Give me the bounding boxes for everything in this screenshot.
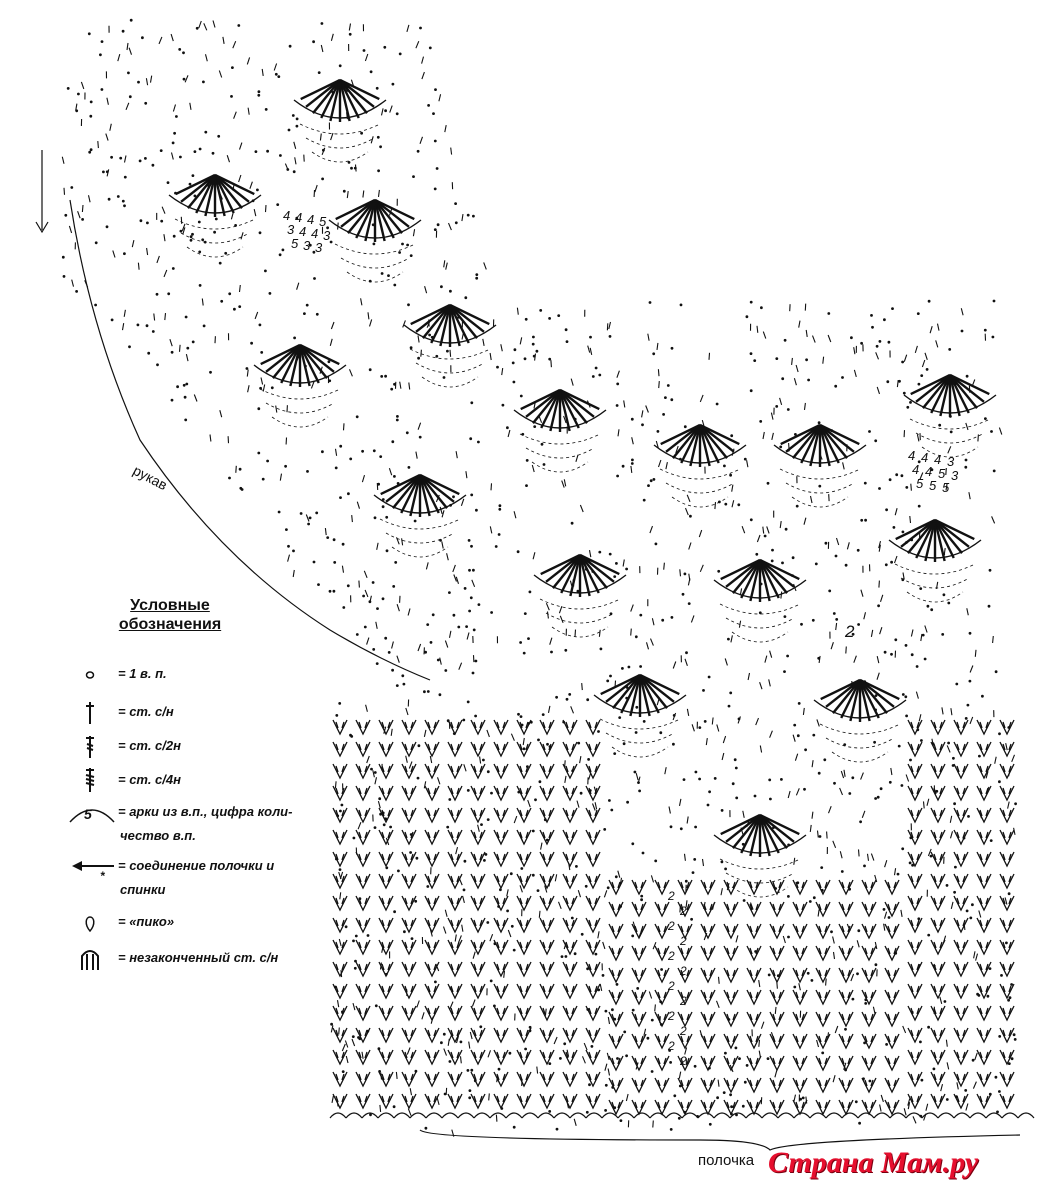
- arch-number: 5: [84, 806, 92, 822]
- row-count-number: 2: [668, 949, 675, 963]
- stitch-column: [632, 880, 646, 1114]
- arch-count-number: 4: [908, 448, 916, 463]
- legend-text: = ст. с/н: [118, 704, 174, 719]
- arch-count-number: 4: [925, 464, 933, 479]
- arch-count-number: 4: [912, 462, 920, 477]
- legend-text: = арки из в.п., цифра коли-: [118, 804, 293, 819]
- legend-text: = ст. с/2н: [118, 738, 181, 753]
- arch-count-number: 4: [921, 450, 929, 465]
- stitch-column: [747, 880, 761, 1114]
- pineapple-fan: [329, 200, 421, 282]
- row-count-number: 2: [668, 1039, 675, 1053]
- chain-stitch-icon: [74, 666, 114, 684]
- pineapple-fan: [294, 80, 386, 162]
- arch-count-number: 5: [929, 478, 937, 493]
- chain-arch-icon: [68, 800, 116, 826]
- legend-text-cont: чество в.п.: [120, 828, 196, 843]
- arch-count-number: 4: [934, 452, 942, 467]
- pineapple-fan: [714, 560, 806, 642]
- legend-text: = «пико»: [118, 914, 175, 929]
- row-count-number: 2: [680, 1054, 687, 1068]
- stitch-column: [770, 880, 784, 1114]
- arch-count-number: 5: [319, 214, 327, 229]
- stitch-column: [977, 720, 991, 1108]
- legend-text: = соединение полочки и: [118, 858, 275, 873]
- row-count-number: 2: [668, 919, 675, 933]
- row-count-number: 2: [680, 994, 687, 1008]
- legend-text-cont: спинки: [120, 882, 166, 897]
- row-count-number: 2: [680, 904, 687, 918]
- stitch-column: [701, 880, 715, 1114]
- legend-title-line1: Условные: [130, 597, 210, 614]
- scalloped-edge: [330, 1113, 1034, 1118]
- stitch-column: [724, 880, 738, 1114]
- row-count-number: 2: [680, 964, 687, 978]
- quad-crochet-icon: [74, 766, 114, 794]
- stitch-column: [448, 720, 462, 1108]
- legend: [60, 596, 340, 965]
- stitch-column: [793, 880, 807, 1114]
- row-count-number: 2: [668, 979, 675, 993]
- arch-count-number: 3: [303, 238, 311, 253]
- row-number-label: 2: [845, 622, 855, 641]
- legend-title-line2: обозначения: [118, 616, 222, 633]
- stitch-column: [1000, 720, 1014, 1108]
- stitch-column: [931, 720, 945, 1108]
- arch-count-number: 3: [951, 468, 959, 483]
- arch-count-number: 5: [916, 476, 924, 491]
- arch-count-number: 3: [315, 240, 323, 255]
- legend-text: = ст. с/4н: [118, 772, 181, 787]
- stitch-column: [609, 880, 623, 1114]
- front-label: полочка: [698, 1152, 755, 1169]
- pineapple-fan: [654, 425, 746, 507]
- stitch-column: [425, 720, 439, 1108]
- row-count-number: 2: [668, 889, 675, 903]
- stitch-column: [908, 720, 922, 1108]
- treble-crochet-icon: [74, 734, 114, 760]
- stitch-column: [540, 720, 554, 1108]
- arch-count-number: 3: [947, 454, 955, 469]
- stitch-column: [471, 720, 485, 1108]
- row-count-number: 2: [680, 934, 687, 948]
- stitch-column: [517, 720, 531, 1108]
- stitch-column: [839, 880, 853, 1114]
- pineapple-fan: [774, 425, 866, 507]
- join-arrow-icon: [70, 858, 116, 882]
- stitch-column: [494, 720, 508, 1108]
- pattern-outline: [36, 150, 1020, 1150]
- arch-count-number: 4: [283, 208, 291, 223]
- unfinished-dc-icon: [74, 946, 114, 972]
- arch-count-number: 3: [323, 228, 331, 243]
- pineapple-fan: [404, 305, 496, 387]
- pineapple-fan: [169, 175, 261, 257]
- sleeve-label: рукав: [130, 462, 171, 494]
- pineapple-fan: [374, 475, 466, 557]
- legend-text: = 1 в. п.: [118, 666, 167, 681]
- legend-text: = незаконченный ст. с/н: [118, 950, 279, 965]
- arch-count-number: 4: [299, 224, 307, 239]
- arch-count-number: 5: [942, 480, 950, 495]
- stitch-column: [333, 720, 347, 1108]
- arch-count-number: 4: [311, 226, 319, 241]
- arch-count-number: 5: [291, 236, 299, 251]
- arch-count-number: 4: [307, 212, 315, 227]
- row-count-number: 2: [668, 1009, 675, 1023]
- legend-title: [90, 596, 250, 634]
- stitch-column: [379, 720, 393, 1108]
- pineapple-fan: [814, 680, 906, 762]
- pineapple-fan-motifs: [169, 80, 996, 897]
- arch-count-number: 4: [295, 210, 303, 225]
- picot-icon: [74, 914, 114, 934]
- row-count-number: 2: [680, 1024, 687, 1038]
- stitch-column: [655, 880, 669, 1114]
- stitch-column: [954, 720, 968, 1108]
- double-crochet-icon: [74, 700, 114, 726]
- svg-text:*: *: [100, 869, 105, 882]
- watermark-logo: Страна Мам.ру: [768, 1146, 979, 1179]
- stitch-column: [885, 880, 899, 1114]
- arch-count-number: 5: [938, 466, 946, 481]
- stitch-column: [356, 720, 370, 1108]
- pineapple-fan: [534, 555, 626, 637]
- arch-count-number: 3: [287, 222, 295, 237]
